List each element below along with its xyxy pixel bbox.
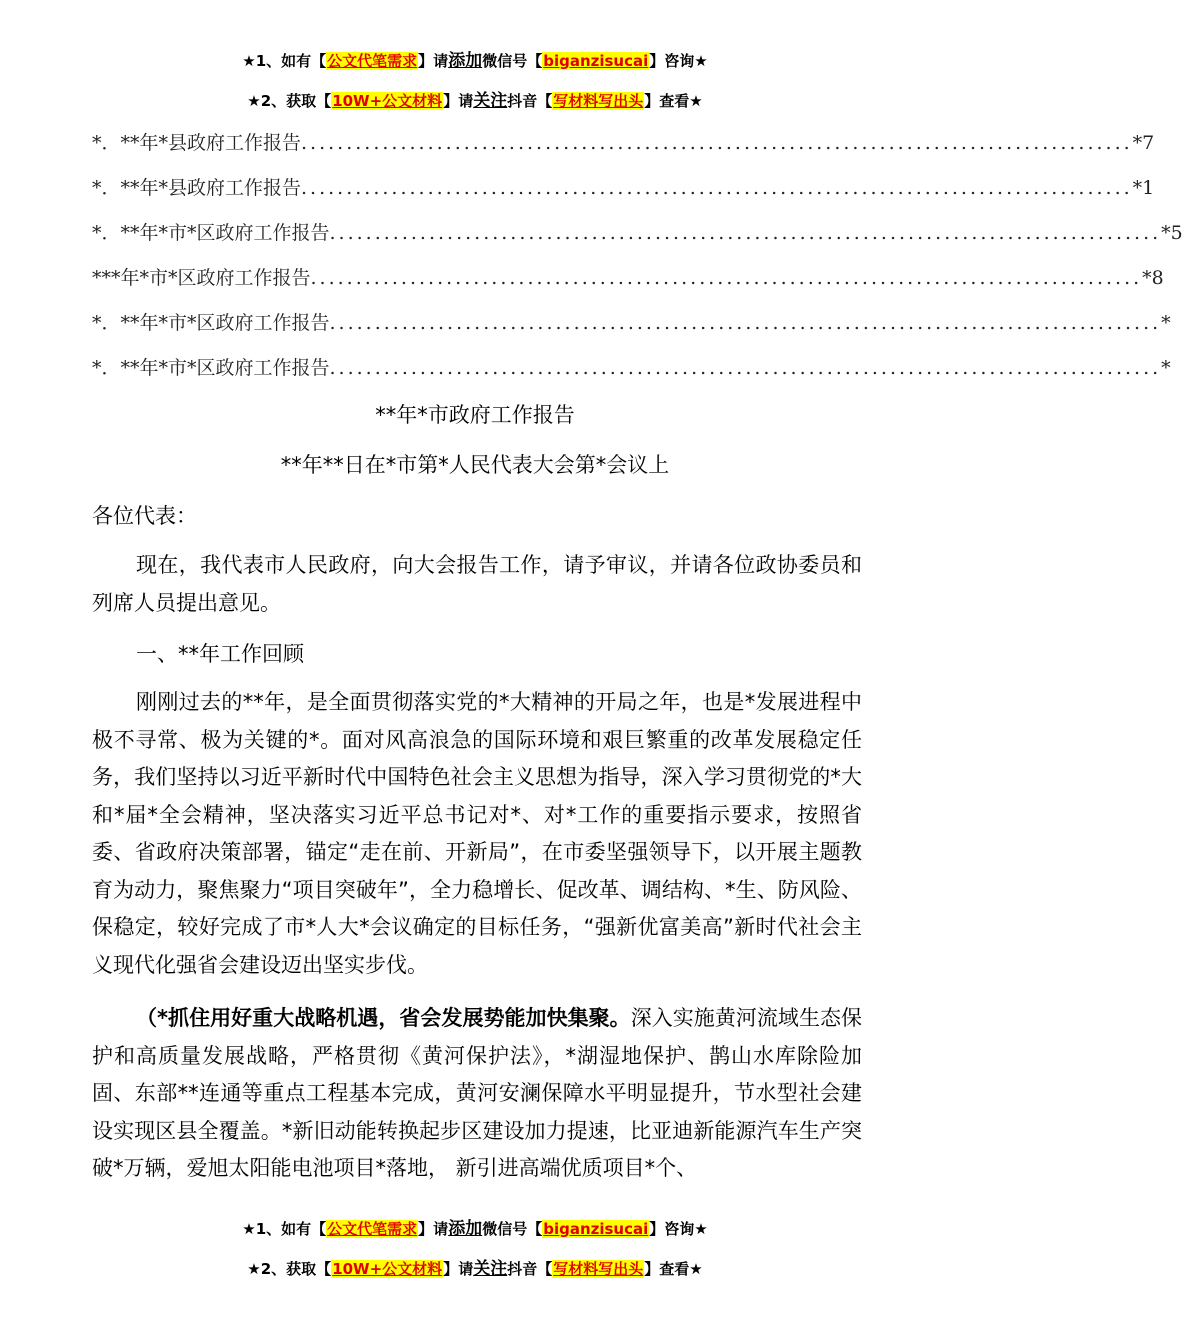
banner-keyword: 关注 bbox=[473, 1259, 508, 1279]
banner-text: 】请 bbox=[418, 1220, 449, 1238]
banner-text: 微信号【 bbox=[482, 52, 543, 70]
banner-keyword: 关注 bbox=[473, 91, 508, 111]
toc-item-title: *．**年*县政府工作报告 bbox=[92, 131, 302, 154]
banner-text: 】请 bbox=[418, 52, 449, 70]
banner-highlight: 写材料写出头 bbox=[553, 92, 644, 110]
salutation: 各位代表： bbox=[92, 504, 197, 528]
banner-text: ★2、获取【 bbox=[247, 92, 332, 110]
toc-item-title: *．**年*县政府工作报告 bbox=[92, 176, 302, 199]
intro-paragraph: 现在，我代表市人民政府，向大会报告工作，请予审议，并请各位政协委员和列席人员提出意见。 bbox=[92, 553, 862, 615]
promo-banner-top-1 bbox=[0, 50, 950, 72]
toc-item-title: ***年*市*区政府工作报告 bbox=[92, 266, 311, 289]
banner-highlight: 10W+公文材料 bbox=[332, 92, 443, 110]
toc-leader-dots: ............................................................................................ bbox=[301, 176, 1133, 199]
document-subtitle: **年**日在*市第*人民代表大会第*会议上 bbox=[280, 453, 670, 477]
toc-item[interactable] bbox=[92, 345, 1171, 390]
toc-item-page: *8 bbox=[1142, 266, 1164, 289]
banner-text: 】请 bbox=[443, 1260, 474, 1278]
table-of-contents bbox=[92, 120, 1183, 390]
banner-text: ★1、如有【 bbox=[242, 52, 327, 70]
toc-leader-dots: ............................................................................................ bbox=[329, 311, 1162, 334]
promo-banner-top-2 bbox=[0, 90, 950, 112]
banner-highlight: 写材料写出头 bbox=[553, 1260, 644, 1278]
banner-text: 】请 bbox=[443, 92, 474, 110]
banner-text: ★2、获取【 bbox=[247, 1260, 332, 1278]
toc-item-title: *．**年*市*区政府工作报告 bbox=[92, 311, 330, 334]
banner-text: 】咨询★ bbox=[649, 52, 708, 70]
banner-text: 微信号【 bbox=[482, 1220, 543, 1238]
toc-item[interactable] bbox=[92, 300, 1171, 345]
toc-item[interactable] bbox=[92, 120, 1155, 165]
toc-item-page: * bbox=[1161, 356, 1171, 379]
toc-item-title: *．**年*市*区政府工作报告 bbox=[92, 221, 330, 244]
banner-text: 】查看★ bbox=[644, 1260, 703, 1278]
toc-item-page: *5 bbox=[1161, 221, 1183, 244]
banner-highlight: biganzisucai bbox=[543, 52, 649, 70]
banner-text: 抖音【 bbox=[507, 1260, 553, 1278]
toc-item[interactable] bbox=[92, 165, 1155, 210]
paragraph-lead-heading: （*抓住用好重大战略机遇，省会发展势能加快集聚。 bbox=[136, 1006, 631, 1030]
banner-keyword: 添加 bbox=[448, 51, 483, 71]
banner-text: 】查看★ bbox=[644, 92, 703, 110]
toc-item[interactable] bbox=[92, 210, 1183, 255]
toc-item-page: *1 bbox=[1132, 176, 1155, 199]
promo-banner-bottom-1 bbox=[0, 1218, 950, 1240]
section-heading: 一、**年工作回顾 bbox=[136, 642, 304, 666]
banner-highlight: 公文代笔需求 bbox=[327, 1220, 418, 1238]
promo-banner-bottom-2 bbox=[0, 1258, 950, 1280]
banner-highlight: 10W+公文材料 bbox=[332, 1260, 443, 1278]
banner-highlight: biganzisucai bbox=[543, 1220, 649, 1238]
toc-leader-dots: ............................................................................................ bbox=[301, 131, 1133, 154]
toc-item-title: *．**年*市*区政府工作报告 bbox=[92, 356, 330, 379]
toc-leader-dots: ............................................................................................ bbox=[329, 221, 1162, 244]
banner-highlight: 公文代笔需求 bbox=[327, 52, 418, 70]
document-title: **年*市政府工作报告 bbox=[375, 403, 575, 427]
achievement-paragraph bbox=[92, 1000, 862, 1188]
toc-item-page: * bbox=[1161, 311, 1171, 334]
toc-leader-dots: ............................................................................................ bbox=[310, 266, 1143, 289]
toc-item-page: *7 bbox=[1132, 131, 1155, 154]
toc-leader-dots: ............................................................................................ bbox=[329, 356, 1162, 379]
review-paragraph: 刚刚过去的**年，是全面贯彻落实党的*大精神的开局之年，也是*发展进程中极不寻常、极为关键的*。面对风高浪急的国际环境和艰巨繁重的改革发展稳定任务，我们坚持以习近平新时代中国特色社会主义思想为指导，深入学习贯彻党的*大和*届*全会精神，坚决落实习近平总书记对*、对*工作的重要指示要求，按照省委、省政府决策部署，锚定“走在前、开新局”，在市委坚强领导下，以开展主题教育为动力，聚焦聚力“项目突破年”，全力稳增长、促改革、调结构、*生、防风险、保稳定，较好完成了市*人大*会议确定的目标任务，“强新优富美高”新时代社会主义现代化强省会建设迈出坚实步伐。 bbox=[92, 690, 862, 977]
banner-text: 】咨询★ bbox=[649, 1220, 708, 1238]
banner-text: 抖音【 bbox=[507, 92, 553, 110]
banner-keyword: 添加 bbox=[448, 1219, 483, 1239]
toc-item[interactable] bbox=[92, 255, 1164, 300]
banner-text: ★1、如有【 bbox=[242, 1220, 327, 1238]
paragraph-body: 深入实施黄河流域生态保护和高质量发展战略，严格贯彻《黄河保护法》，*湖湿地保护、鹊山水库除险加固、东部**连通等重点工程基本完成，黄河安澜保障水平明显提升，节水型社会建设实现区县全覆盖。*新旧动能转换起步区建设加力提速，比亚迪新能源汽车生产突破*万辆，爱旭太阳能电池项目*落地， 新引进高端优质项目*个、 bbox=[92, 1006, 863, 1180]
